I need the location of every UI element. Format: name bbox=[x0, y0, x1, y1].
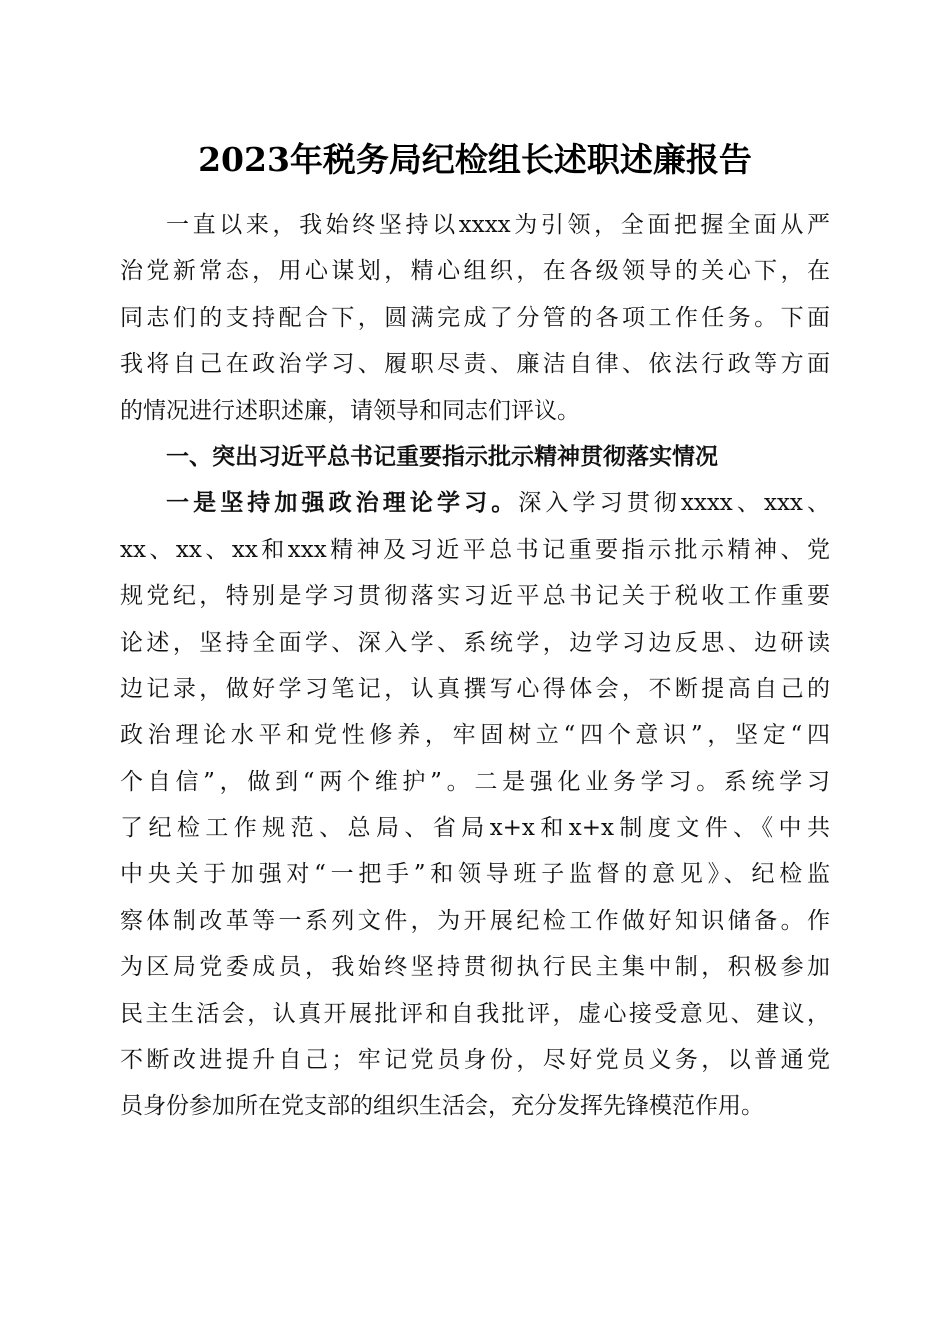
paragraph-line: 民主生活会，认真开展批评和自我批评，虚心接受意见、建议， bbox=[120, 1000, 830, 1027]
paragraph-line-rest: 深入学习贯彻xxxx、xxx、 bbox=[518, 490, 830, 517]
paragraph-line: 个自信”，做到“两个维护”。二是强化业务学习。系统学习 bbox=[120, 768, 830, 795]
paragraph-line: 我将自己在政治学习、履职尽责、廉洁自律、依法行政等方面 bbox=[120, 351, 830, 378]
paragraph-line: 不断改进提升自己；牢记党员身份，尽好党员义务，以普通党 bbox=[120, 1047, 830, 1074]
document-title: 2023年税务局纪检组长述职述廉报告 bbox=[198, 140, 752, 179]
paragraph-line: xx、xx、xx和xxx精神及习近平总书记重要指示批示精神、党 bbox=[120, 536, 830, 563]
paragraph-line: 了纪检工作规范、总局、省局x+x和x+x制度文件、《中共 bbox=[120, 815, 830, 842]
paragraph-lead: 一是坚持加强政治理论学习。 bbox=[166, 489, 519, 517]
document-body bbox=[120, 202, 830, 1130]
paragraph-line: 治党新常态，用心谋划，精心组织，在各级领导的关心下，在 bbox=[120, 258, 830, 285]
section-heading: 一、突出习近平总书记重要指示批示精神贯彻落实情况 bbox=[166, 443, 718, 470]
paragraph-line: 的情况进行述职述廉，请领导和同志们评议。 bbox=[120, 397, 580, 424]
paragraph-line: 政治理论水平和党性修养，牢固树立“四个意识”，坚定“四 bbox=[120, 722, 830, 749]
paragraph-line: 中央关于加强对“一把手”和领导班子监督的意见》、纪检监 bbox=[120, 861, 830, 888]
paragraph-line: 一直以来，我始终坚持以xxxx为引领，全面把握全面从严 bbox=[166, 212, 830, 238]
paragraph-line bbox=[120, 480, 830, 526]
paragraph-line: 为区局党委成员，我始终坚持贯彻执行民主集中制，积极参加 bbox=[120, 954, 830, 981]
paragraph-line: 察体制改革等一系列文件，为开展纪检工作做好知识储备。作 bbox=[120, 907, 830, 934]
paragraph-line: 同志们的支持配合下，圆满完成了分管的各项工作任务。下面 bbox=[120, 304, 830, 331]
paragraph-line: 员身份参加所在党支部的组织生活会，充分发挥先锋模范作用。 bbox=[120, 1093, 764, 1120]
paragraph-line: 论述，坚持全面学、深入学、系统学，边学习边反思、边研读 bbox=[120, 629, 830, 656]
paragraph-line: 边记录，做好学习笔记，认真撰写心得体会，不断提高自己的 bbox=[120, 675, 830, 702]
paragraph-line: 规党纪，特别是学习贯彻落实习近平总书记关于税收工作重要 bbox=[120, 583, 830, 610]
